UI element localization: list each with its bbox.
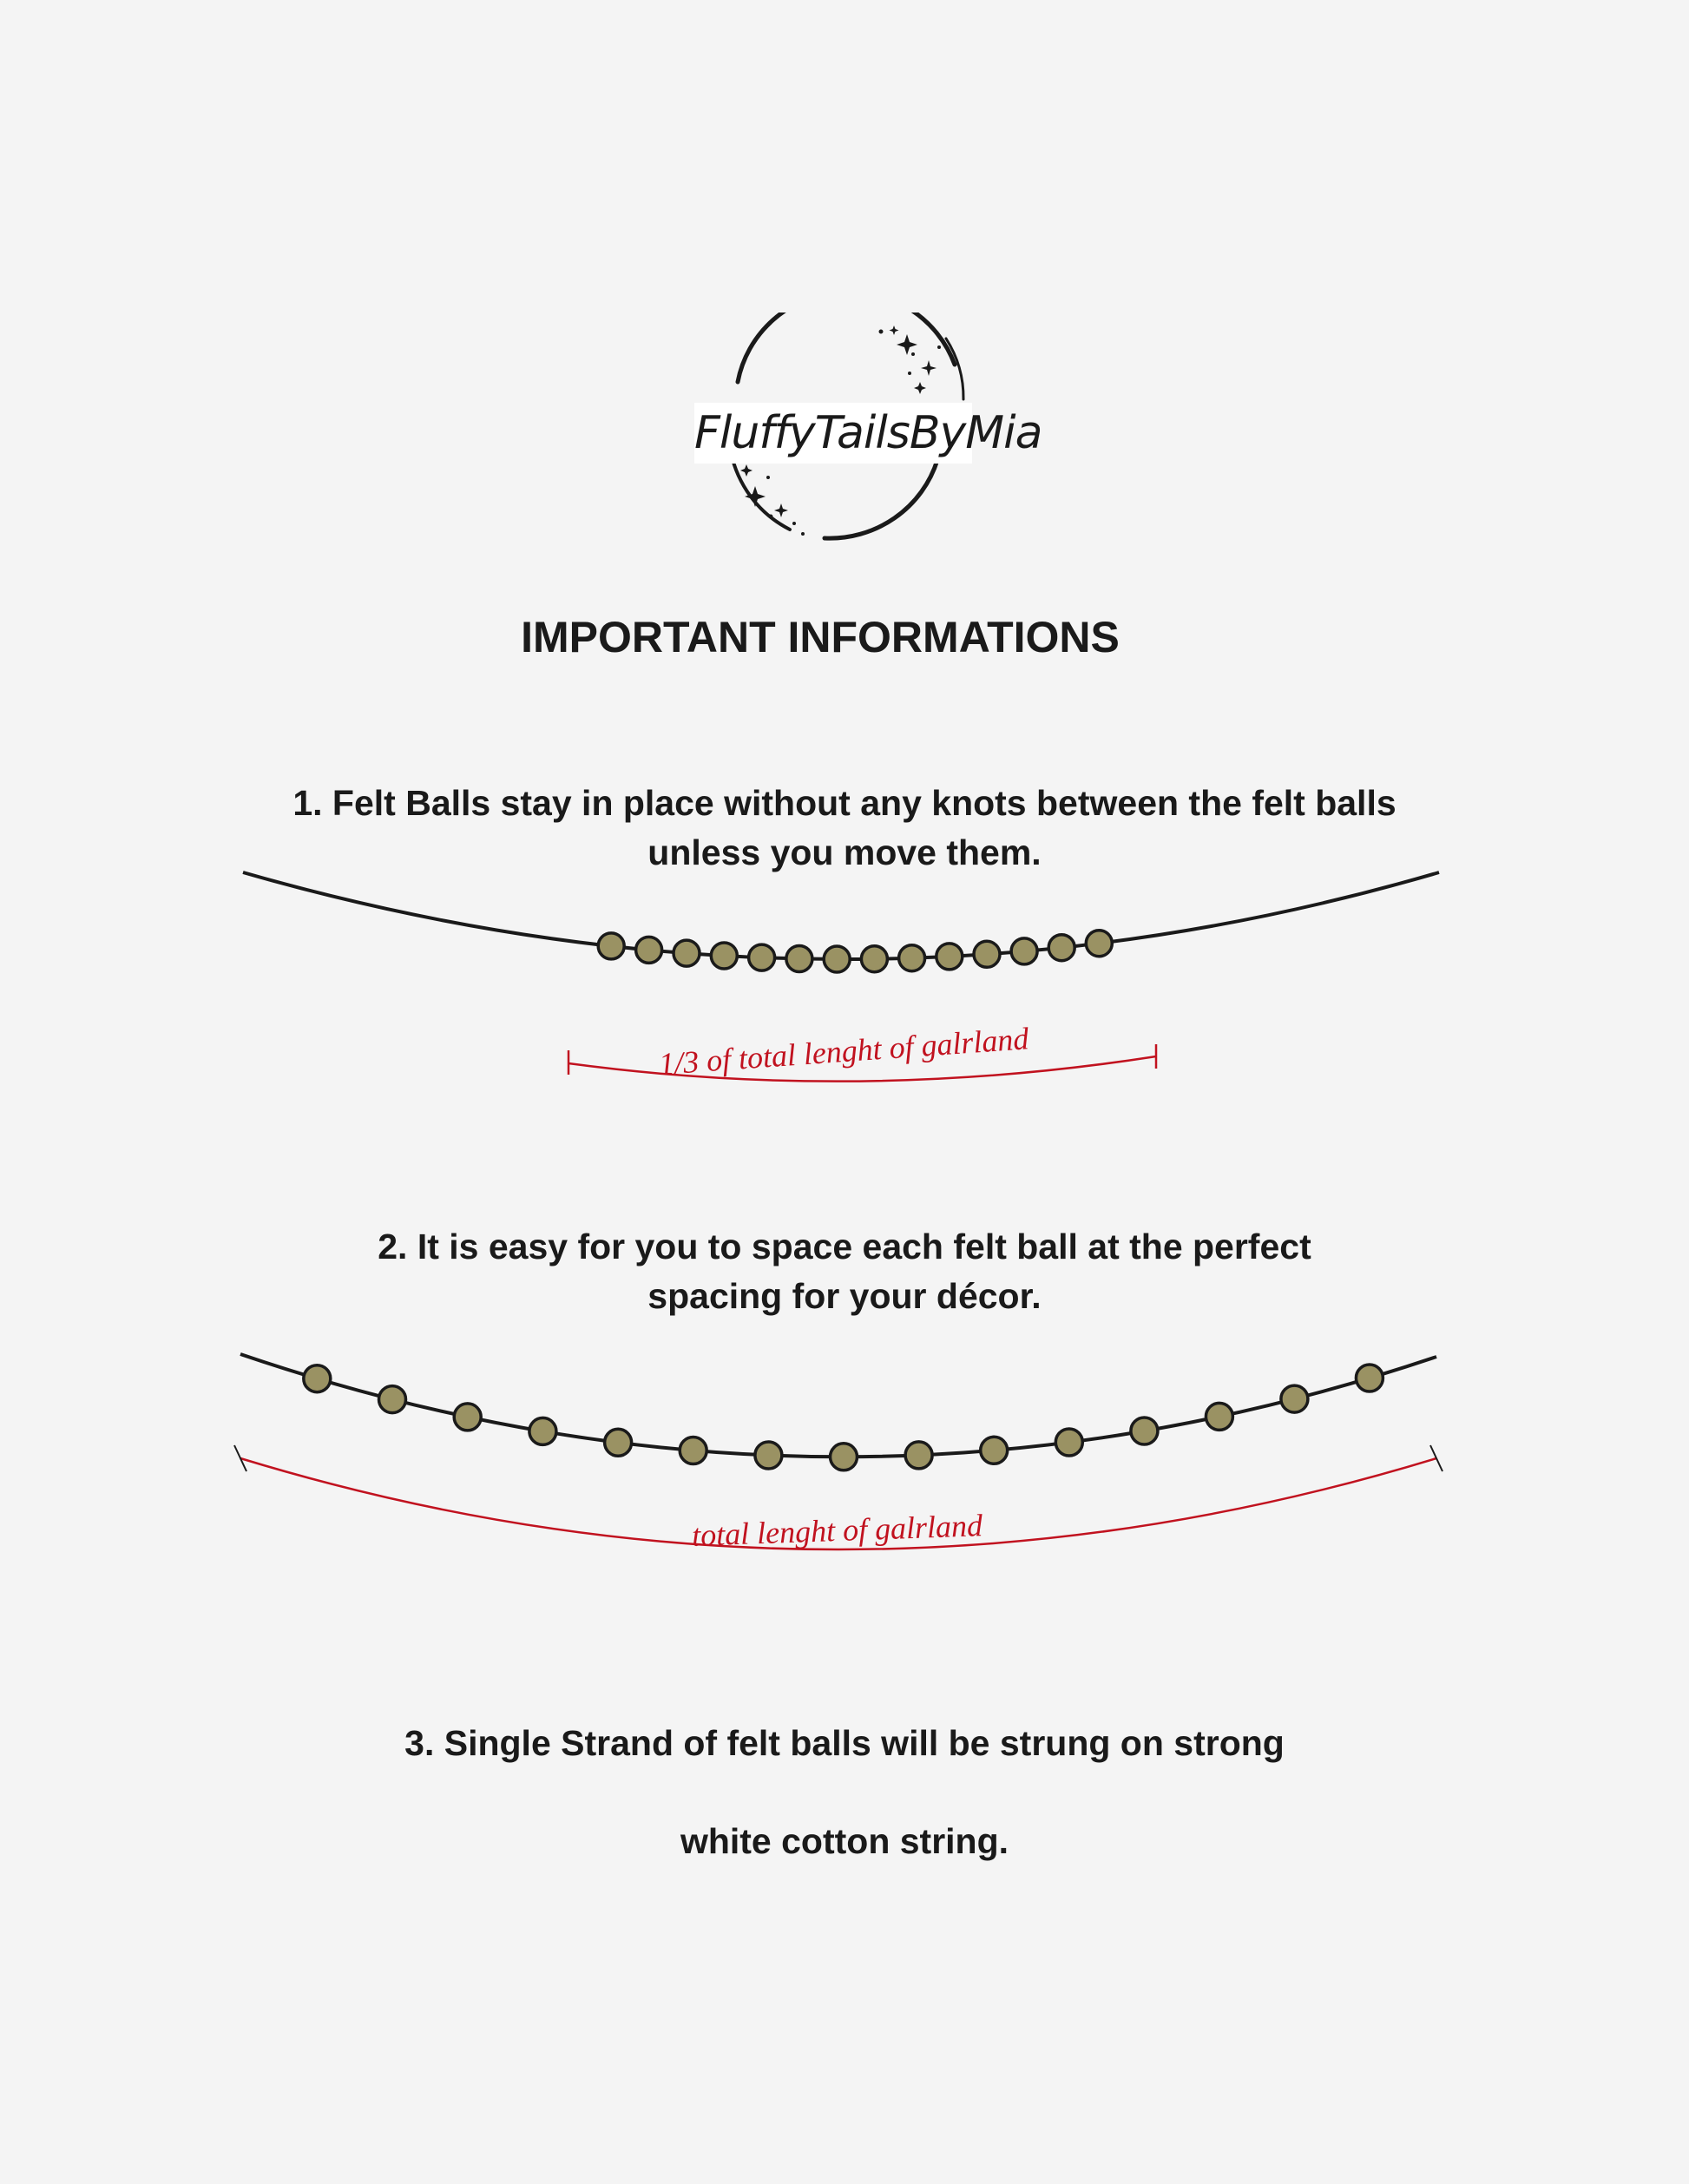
garland-2-felt-ball-3 (454, 1404, 481, 1431)
garland-2-string (240, 1354, 1436, 1457)
section-1-line-2: unless you move them. (647, 832, 1042, 872)
garland-2-felt-ball-7 (755, 1442, 782, 1469)
garland-2-felt-ball-8 (831, 1444, 858, 1470)
garland-2-felt-ball-10 (981, 1437, 1008, 1464)
brand-name: FluffyTailsByMia (694, 403, 972, 464)
section-2-line-2: spacing for your décor. (647, 1276, 1042, 1316)
measure-2-left-tick (234, 1445, 246, 1471)
garland-2-felt-ball-1 (304, 1365, 331, 1392)
section-3-line-1: 3. Single Strand of felt balls will be strung on strong (404, 1723, 1285, 1763)
garland-2-felt-ball-2 (379, 1386, 406, 1413)
garland-2-felt-ball-5 (605, 1429, 632, 1456)
page-title: IMPORTANT INFORMATIONS (521, 613, 1120, 661)
measure-1-label: 1/3 of total lenght of galrland (657, 1021, 1030, 1082)
section-3-line-2: white cotton string. (680, 1821, 1009, 1861)
garland-2-felt-ball-13 (1206, 1403, 1232, 1430)
section-1-line-1: 1. Felt Balls stay in place without any knots between the felt balls (292, 783, 1397, 823)
garland-2-balls (304, 1365, 1383, 1470)
measure-2-label: total lenght of galrland (691, 1508, 983, 1553)
garland-2-felt-ball-12 (1131, 1418, 1158, 1444)
garland-2-felt-ball-14 (1281, 1385, 1308, 1412)
garland-2-felt-ball-11 (1055, 1429, 1082, 1456)
garland-2-felt-ball-6 (680, 1437, 706, 1464)
garland-2-felt-ball-4 (529, 1418, 556, 1444)
measure-2-right-tick (1430, 1445, 1443, 1471)
garland-2-felt-ball-15 (1356, 1365, 1383, 1391)
garland-2-felt-ball-9 (905, 1442, 932, 1469)
section-2-line-1: 2. It is easy for you to space each felt ball at the perfect (378, 1227, 1311, 1266)
